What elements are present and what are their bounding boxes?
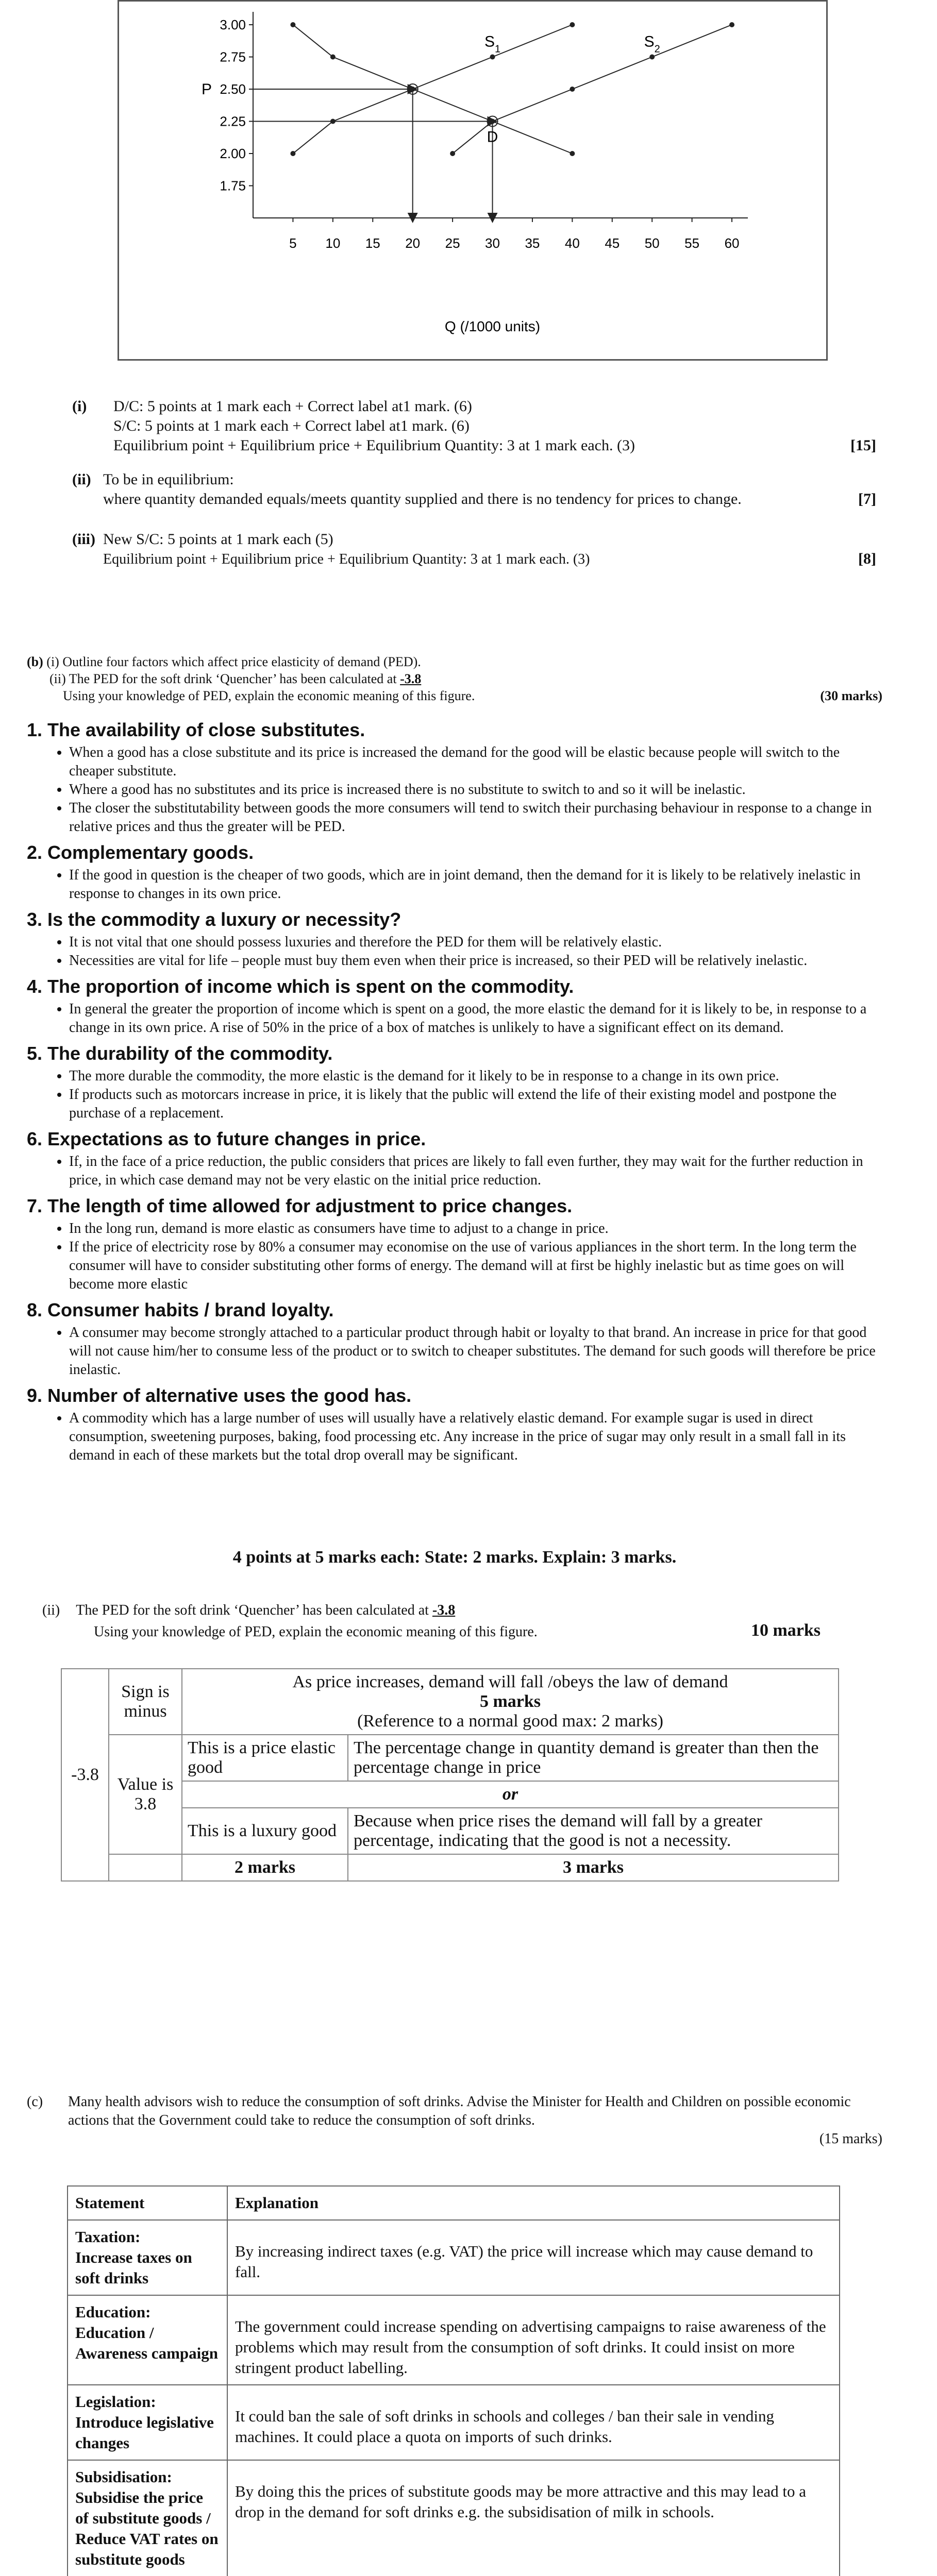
question-b [27, 653, 882, 704]
ped-question-value: -3.8 [432, 1602, 456, 1618]
x-tick-label: 35 [525, 235, 540, 251]
factor-heading: 5. The durability of the commodity. [27, 1043, 333, 1064]
part-iii-marks: [8] [858, 550, 876, 567]
data-point-s2 [490, 119, 495, 124]
factor-heading: 4. The proportion of income which is spent on the commodity. [27, 976, 574, 997]
data-point-s2 [649, 55, 655, 60]
x-tick-label: 55 [684, 235, 700, 251]
data-point-s1 [490, 55, 495, 60]
policy-table [67, 2185, 840, 2576]
factor-bullets [27, 1219, 882, 1294]
factor-bullet: • The more durable the commodity, the more elastic is the demand for it likely to be in response to a change in its own price. [69, 1067, 882, 1086]
factor-heading: 3. Is the commodity a luxury or necessity? [27, 909, 401, 930]
ped-table-wrap [61, 1668, 839, 1882]
data-point-s2 [570, 87, 575, 92]
question-b-ii: (ii) The PED for the soft drink ‘Quencher’ has been calculated at [49, 671, 397, 686]
y-tick-label: 3.00 [220, 17, 246, 32]
factor-heading: 8. Consumer habits / brand loyalty. [27, 1299, 334, 1320]
factor-bullet: • Necessities are vital for life – people must buy them even when their price is increased, so their PED will be relatively inelastic. [69, 952, 882, 970]
curve-label-s1: $S_1$ [484, 33, 501, 55]
factor-bullet: • When a good has a close substitute and its price is increased the demand for the good will be elastic because people will switch to the cheaper substitute. [69, 743, 882, 781]
data-point-s2 [729, 22, 734, 27]
policy-statement-head: Education: [75, 2303, 151, 2321]
policy-header-statement: Statement [68, 2186, 227, 2220]
question-b-label: (b) [27, 654, 43, 669]
data-point-s2 [450, 151, 455, 156]
supply-demand-chart-frame [118, 0, 828, 361]
supply-demand-chart [119, 2, 826, 359]
part-iii-line2: Equilibrium point + Equilibrium price + Equilibrium Quantity: 3 at 1 mark each. (3) [103, 551, 590, 567]
ped-factors-list [27, 719, 882, 1470]
x-tick-label: 5 [289, 235, 297, 251]
ped-question-text: The PED for the soft drink ‘Quencher’ has been calculated at [76, 1602, 429, 1618]
factor-bullets [27, 933, 882, 970]
x-axis-label: Q (/1000 units) [444, 318, 541, 334]
ped-table [61, 1668, 839, 1882]
ped-question [27, 1601, 882, 1641]
y-tick-label: 2.50 [220, 81, 246, 97]
x-tick-label: 45 [605, 235, 620, 251]
factor-heading: 1. The availability of close substitutes. [27, 719, 365, 740]
part-i-line3: Equilibrium point + Equilibrium price + Equilibrium Quantity: 3 at 1 mark each. (3) [113, 437, 635, 454]
sign-reference: (Reference to a normal good max: 2 marks) [357, 1711, 663, 1731]
factors-summary: 4 points at 5 marks each: State: 2 marks. Explain: 3 marks. [232, 1548, 677, 1567]
policy-statement [68, 2295, 227, 2385]
part-iii-label: (iii) [72, 531, 95, 548]
question-c-marks: (15 marks) [819, 2131, 882, 2147]
y-tick-label: 2.00 [220, 146, 246, 161]
x-tick-label: 60 [724, 235, 740, 251]
y-tick-label: 2.75 [220, 49, 246, 65]
curve-label-d: D [487, 128, 498, 146]
factor-bullet: • Where a good has no substitutes and its price is increased there is no substitute to switch to and so it will be inelastic. [69, 781, 882, 799]
policy-row [68, 2460, 840, 2576]
factor-bullet: • If the price of electricity rose by 80% a consumer may economise on the use of various appliances in the short term. In the long term the consumer will have to consider substituting other forms of energy. The demand will at first be highly inelastic but as time goes on will become more elastic [69, 1238, 882, 1294]
factor-bullet: • It is not vital that one should possess luxuries and therefore the PED for them will be relatively elastic. [69, 933, 882, 952]
policy-header-explanation: Explanation [227, 2186, 840, 2220]
luxury-label: This is a luxury good [182, 1808, 348, 1854]
luxury-text: Because when price rises the demand will fall by a greater percentage, indicating that the good is not a necessity. [348, 1808, 839, 1854]
factor-bullet: • If, in the face of a price reduction, the public considers that prices are likely to fall even further, they may wait for the further reduction in price, in which case demand may not be very elastic on the initial price reduction. [69, 1153, 882, 1190]
policy-row [68, 2220, 840, 2295]
sign-explanation [182, 1669, 839, 1735]
policy-statement [68, 2385, 227, 2460]
policy-statement-sub: Subsidise the price of substitute goods / Reduce VAT rates on substitute goods [75, 2488, 219, 2568]
factor-bullets [27, 1409, 882, 1465]
x-tick-label: 20 [405, 235, 421, 251]
policy-statement-head: Subsidisation: [75, 2468, 172, 2486]
value-label: Value is 3.8 [109, 1735, 182, 1854]
question-c-label: (c) [27, 2094, 43, 2110]
curve-label-s2: $S_2$ [644, 33, 660, 55]
part-i-label: (i) [72, 398, 87, 415]
factor-bullet: • If the good in question is the cheaper of two goods, which are in joint demand, then the demand for it is likely to be relatively inelastic in response to changes in its own price. [69, 866, 882, 903]
question-b-ped-value: -3.8 [400, 671, 422, 686]
factor-bullet: • A commodity which has a large number of uses will usually have a relatively elastic demand. For example sugar is used in direct consumption, sweetening purposes, baking, food processing etc. Any increase in the price of sugar may only result in a small fall in its demand in each of these markets but the total drop overall may be significant. [69, 1409, 882, 1465]
marks-3: 3 marks [348, 1854, 839, 1881]
part-i-line2: S/C: 5 points at 1 mark each + Correct label at1 mark. (6) [113, 417, 470, 434]
policy-statement-sub: Education / Awareness campaign [75, 2324, 218, 2362]
y-tick-label: 1.75 [220, 178, 246, 194]
x-tick-label: 50 [644, 235, 660, 251]
part-iii-line1: New S/C: 5 points at 1 mark each (5) [103, 531, 333, 548]
factor-bullets [27, 1000, 882, 1037]
data-point-s1 [570, 22, 575, 27]
part-ii-label: (ii) [72, 471, 91, 488]
question-c [27, 2093, 882, 2148]
question-b-ii-line2: Using your knowledge of PED, explain the economic meaning of this figure. [63, 688, 475, 703]
elastic-label: This is a price elastic good [182, 1735, 348, 1781]
x-tick-label: 40 [564, 235, 580, 251]
factor-heading: 6. Expectations as to future changes in price. [27, 1128, 426, 1149]
x-tick-label: 10 [325, 235, 341, 251]
part-ii-line1: To be in equilibrium: [103, 471, 234, 488]
data-point-s1 [410, 87, 415, 92]
ped-question-line2: Using your knowledge of PED, explain the economic meaning of this figure. [94, 1624, 538, 1640]
ped-question-marks: 10 marks [750, 1621, 821, 1640]
elastic-text: The percentage change in quantity demand is greater than then the percentage change in price [348, 1735, 839, 1781]
ped-question-label: (ii) [42, 1602, 60, 1618]
factor-bullets [27, 1324, 882, 1379]
policy-table-wrap [67, 2185, 840, 2576]
data-point-s1 [290, 151, 295, 156]
data-point-d [290, 22, 295, 27]
factor-bullets [27, 1067, 882, 1123]
sign-label: Sign is minus [109, 1669, 182, 1735]
factor-bullet: • In general the greater the proportion of income which is spent on a good, the more elastic the demand for it is likely to be, in response to a change in its own price. A rise of 50% in the price of a box of matches is unlikely to have a significant effect on its demand. [69, 1000, 882, 1037]
policy-statement-sub: Increase taxes on soft drinks [75, 2248, 192, 2287]
factor-bullets [27, 866, 882, 903]
sign-marks: 5 marks [479, 1692, 541, 1711]
part-ii-line2: where quantity demanded equals/meets quantity supplied and there is no tendency for prices to change. [103, 490, 742, 507]
factor-bullets [27, 743, 882, 836]
factor-bullet: • A consumer may become strongly attached to a particular product through habit or loyalty to that brand. An increase in price for that good will not cause him/her to consume less of the product or to switch to cheaper substitutes. The demand for such goods will therefore be price inelastic. [69, 1324, 882, 1379]
policy-statement-sub: Introduce legislative changes [75, 2413, 214, 2452]
part-i-line1: D/C: 5 points at 1 mark each + Correct label at1 mark. (6) [113, 398, 472, 415]
policy-row [68, 2385, 840, 2460]
policy-statement-head: Taxation: [75, 2228, 141, 2246]
factor-heading: 9. Number of alternative uses the good has. [27, 1385, 412, 1406]
marking-scheme [72, 397, 876, 569]
policy-statement [68, 2460, 227, 2576]
question-c-text: Many health advisors wish to reduce the consumption of soft drinks. Advise the Minister for Health and Children on possible economic actions that the Government could take to reduce the consumption of soft drinks. [68, 2094, 851, 2128]
question-b-marks: (30 marks) [820, 688, 882, 703]
data-point-d [570, 151, 575, 156]
x-tick-label: 30 [485, 235, 500, 251]
y-axis-label: P [202, 81, 212, 98]
x-tick-label: 25 [445, 235, 460, 251]
policy-explanation: By increasing indirect taxes (e.g. VAT) the price will increase which may cause demand to fall. [227, 2220, 840, 2295]
policy-explanation: The government could increase spending on advertising campaigns to raise awareness of the problems which may result from the consumption of soft drinks. It could insist on more stringent product labelling. [227, 2295, 840, 2385]
factor-heading: 7. The length of time allowed for adjustment to price changes. [27, 1195, 573, 1216]
data-point-s1 [330, 119, 336, 124]
policy-explanation: By doing this the prices of substitute goods may be more attractive and this may lead to a drop in the demand for soft drinks e.g. the subsidisation of milk in schools. [227, 2460, 840, 2576]
question-b-i: (i) Outline four factors which affect price elasticity of demand (PED). [46, 654, 421, 669]
factor-bullet: • In the long run, demand is more elastic as consumers have time to adjust to a change in price. [69, 1219, 882, 1238]
y-tick-label: 2.25 [220, 113, 246, 129]
policy-statement [68, 2220, 227, 2295]
ped-value-cell: -3.8 [61, 1669, 109, 1881]
part-i-marks: [15] [850, 437, 876, 454]
factor-heading: 2. Complementary goods. [27, 842, 254, 863]
part-ii-marks: [7] [858, 490, 876, 507]
policy-explanation: It could ban the sale of soft drinks in schools and colleges / ban their sale in vending machines. It could place a quota on imports of such drinks. [227, 2385, 840, 2460]
factor-bullet: • If products such as motorcars increase in price, it is likely that the public will extend the life of their existing model and postpone the purchase of a replacement. [69, 1086, 882, 1123]
marks-2: 2 marks [182, 1854, 348, 1881]
x-tick-label: 15 [365, 235, 380, 251]
policy-statement-head: Legislation: [75, 2393, 156, 2411]
or-label: or [182, 1781, 839, 1808]
factor-bullets [27, 1153, 882, 1190]
policy-row [68, 2295, 840, 2385]
sign-text: As price increases, demand will fall /obeys the law of demand [292, 1672, 728, 1691]
data-point-d [330, 55, 336, 60]
factor-bullet: • The closer the substitutability between goods the more consumers will tend to switch their purchasing behaviour in response to a change in relative prices and thus the greater will be PED. [69, 799, 882, 836]
